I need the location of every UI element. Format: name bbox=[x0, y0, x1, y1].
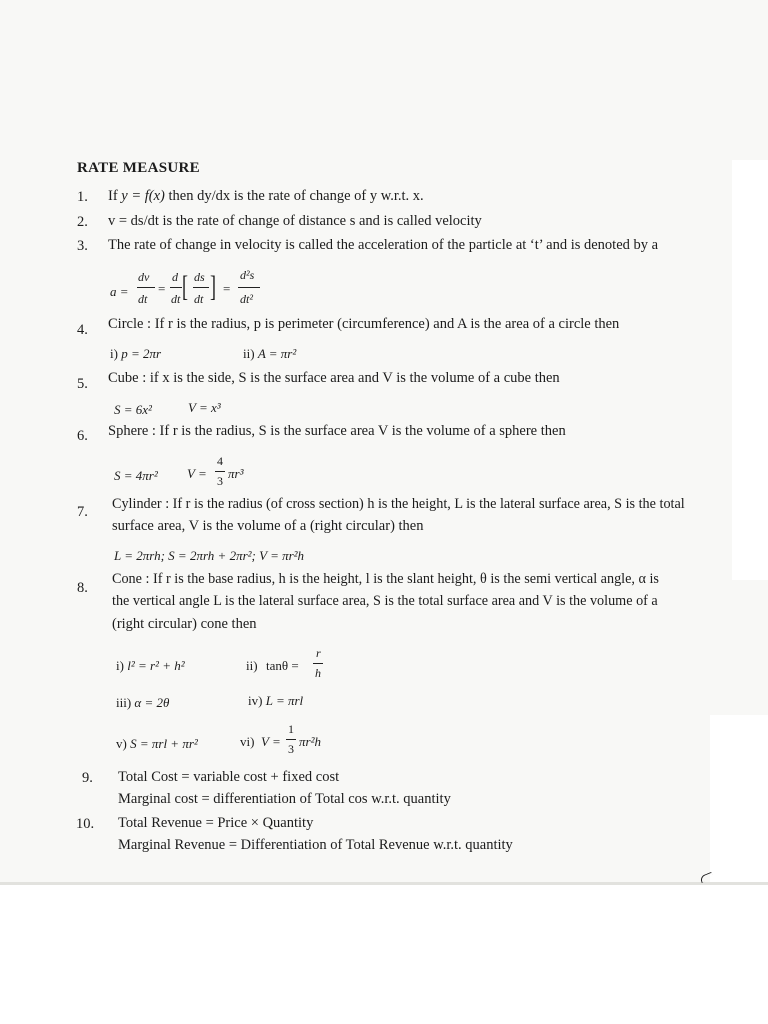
formula-label: ii) bbox=[246, 658, 258, 673]
fraction-bar bbox=[170, 287, 182, 288]
circle-area-formula bbox=[243, 346, 296, 362]
formula-label: i) bbox=[110, 346, 118, 361]
pen-mark-icon bbox=[699, 872, 714, 883]
item-number: 3. bbox=[77, 238, 88, 254]
fraction-numerator: 1 bbox=[288, 722, 294, 736]
item-10-line-1: Total Revenue = Price × Quantity bbox=[118, 815, 314, 831]
item-1-formula: y = f(x) bbox=[121, 188, 165, 204]
item-4-text: Circle : If r is the radius, p is perimeter (circumference) and A is the area of a circle then bbox=[108, 316, 620, 332]
item-6-text: Sphere : If r is the radius, S is the surface area V is the volume of a sphere then bbox=[108, 423, 566, 439]
formula-expression: πr²h bbox=[299, 734, 321, 749]
item-number: 4. bbox=[77, 322, 88, 338]
formula-lhs: V = bbox=[187, 466, 207, 481]
item-number: 9. bbox=[82, 770, 93, 786]
fraction-denominator: dt bbox=[171, 292, 181, 306]
formula-lhs: tanθ = bbox=[266, 658, 299, 673]
left-bracket: [ bbox=[182, 270, 188, 303]
fraction-numerator: 4 bbox=[217, 454, 223, 468]
right-bracket: ] bbox=[210, 270, 216, 303]
fraction-bar bbox=[193, 287, 209, 288]
formula-lhs: V = bbox=[261, 734, 281, 749]
item-1-suffix: then dy/dx is the rate of change of y w.r.t. x. bbox=[168, 188, 424, 204]
item-5-text: Cube : if x is the side, S is the surface area and V is the volume of a cube then bbox=[108, 370, 560, 386]
fraction-numerator: r bbox=[316, 646, 321, 660]
formula-expression: πr³ bbox=[228, 466, 244, 481]
cone-angle-formula bbox=[116, 695, 169, 711]
formula-expression: L = πrl bbox=[265, 693, 304, 708]
fraction-bar bbox=[137, 287, 155, 288]
item-8-line-2: the vertical angle L is the lateral surface area, S is the total surface area and V is the volume of a bbox=[112, 593, 658, 609]
cone-slant-formula bbox=[116, 658, 185, 674]
fraction-denominator: h bbox=[315, 666, 321, 680]
item-number: 7. bbox=[77, 504, 88, 520]
fraction-denominator: dt bbox=[138, 292, 148, 306]
item-7-line-1: Cylinder : If r is the radius (of cross section) h is the height, L is the lateral surface area, S is the total bbox=[112, 496, 685, 512]
formula-lhs: a = bbox=[110, 284, 129, 299]
fraction-bar bbox=[313, 663, 323, 664]
item-number: 10. bbox=[76, 816, 95, 832]
cylinder-formula: L = 2πrh; S = 2πrh + 2πr²; V = πr²h bbox=[114, 548, 305, 563]
item-9-line-1: Total Cost = variable cost + fixed cost bbox=[118, 769, 340, 785]
formula-expression: p = 2πr bbox=[121, 346, 162, 361]
formula-label: i) bbox=[116, 658, 124, 673]
equals-sign: = bbox=[158, 281, 166, 296]
item-10-line-2: Marginal Revenue = Differentiation of Total Revenue w.r.t. quantity bbox=[118, 837, 513, 853]
formula-expression: α = 2θ bbox=[134, 695, 170, 710]
formula-label: ii) bbox=[243, 346, 255, 361]
item-7-line-2: surface area, V is the volume of a (right circular) then bbox=[112, 518, 424, 534]
formula-label: vi) bbox=[240, 734, 255, 749]
item-number: 8. bbox=[77, 580, 88, 596]
fraction-denominator: 3 bbox=[288, 742, 294, 756]
fraction-denominator: dt bbox=[194, 292, 204, 306]
cone-surface-formula bbox=[116, 736, 198, 752]
formula-expression: S = πrl + πr² bbox=[130, 736, 198, 751]
item-number: 1. bbox=[77, 189, 88, 205]
fraction-denominator: 3 bbox=[217, 474, 223, 488]
cone-lateral-formula bbox=[248, 693, 303, 709]
item-1-text bbox=[108, 188, 424, 205]
item-8-line-1: Cone : If r is the base radius, h is the height, l is the slant height, θ is the semi vertical angle, α is bbox=[112, 571, 659, 587]
fraction-numerator: dv bbox=[138, 270, 150, 284]
item-number: 6. bbox=[77, 428, 88, 444]
item-2-text: v = ds/dt is the rate of change of distance s and is called velocity bbox=[108, 213, 482, 229]
cube-volume-formula: V = x³ bbox=[188, 400, 221, 415]
fraction-numerator: d²s bbox=[240, 268, 255, 282]
fraction-numerator: ds bbox=[194, 270, 205, 284]
fraction-bar bbox=[286, 739, 296, 740]
formula-expression: l² = r² + h² bbox=[127, 658, 185, 673]
formula-label: iii) bbox=[116, 695, 132, 710]
circle-perimeter-formula bbox=[110, 346, 161, 362]
item-number: 2. bbox=[77, 214, 88, 230]
fraction-denominator: dt² bbox=[240, 292, 253, 306]
item-number: 5. bbox=[77, 376, 88, 392]
equals-sign: = bbox=[223, 281, 231, 296]
formula-expression: A = πr² bbox=[257, 346, 297, 361]
cube-surface-formula: S = 6x² bbox=[114, 402, 152, 417]
item-1-prefix: If bbox=[108, 188, 118, 204]
page-title: RATE MEASURE bbox=[77, 160, 200, 176]
fraction-bar bbox=[238, 287, 260, 288]
item-3-text: The rate of change in velocity is called the acceleration of the particle at ‘t’ and is denoted by a bbox=[108, 237, 659, 253]
item-8-line-3: (right circular) cone then bbox=[112, 616, 257, 632]
fraction-numerator: d bbox=[172, 270, 178, 284]
sphere-surface-formula: S = 4πr² bbox=[114, 468, 158, 483]
item-9-line-2: Marginal cost = differentiation of Total cos w.r.t. quantity bbox=[118, 791, 451, 807]
formula-label: v) bbox=[116, 736, 127, 751]
fraction-bar bbox=[215, 471, 225, 472]
formula-label: iv) bbox=[248, 693, 263, 708]
